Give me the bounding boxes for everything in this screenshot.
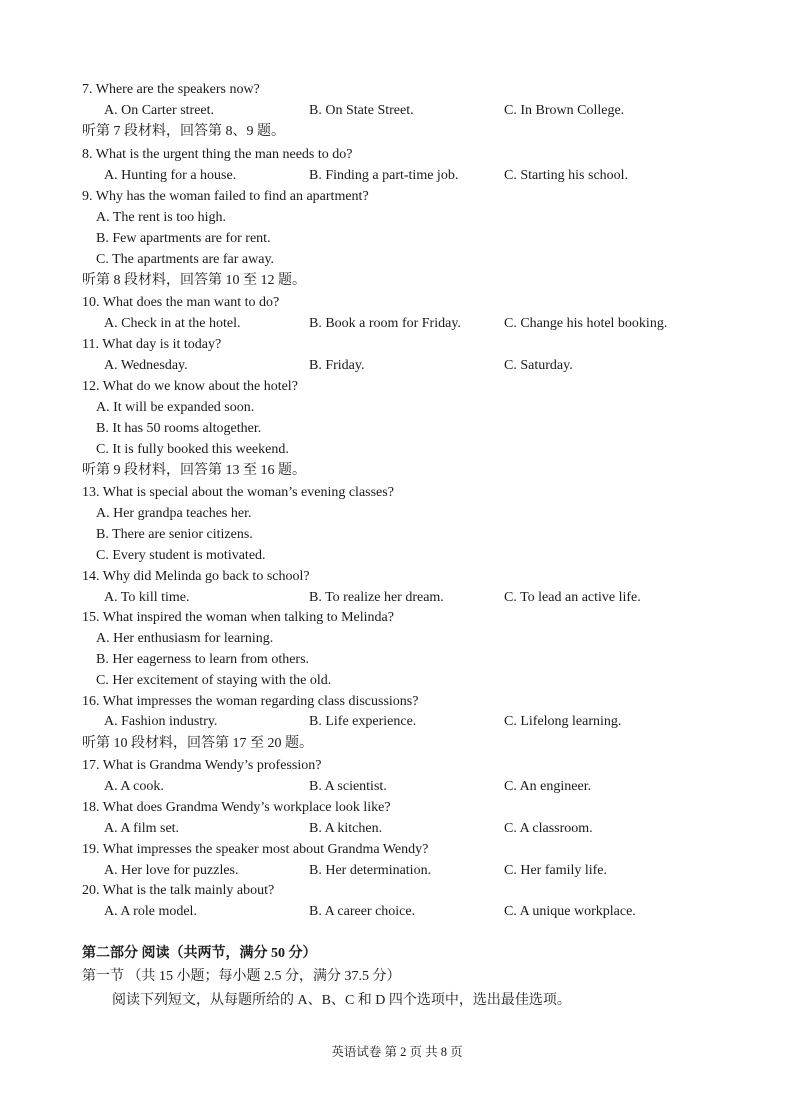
option-a: A. A cook. — [104, 779, 164, 794]
question-text: 10. What does the man want to do? — [82, 295, 280, 310]
text-row — [0, 944, 794, 964]
option-b: B. On State Street. — [309, 103, 414, 118]
option-b: B. A scientist. — [309, 779, 387, 794]
text-row — [0, 650, 794, 670]
option-b: B. Book a room for Friday. — [309, 316, 461, 331]
option-a: A. To kill time. — [104, 590, 190, 605]
question-text: 20. What is the talk mainly about? — [82, 883, 275, 898]
question-row — [0, 293, 794, 313]
option-c: C. To lead an active life. — [504, 590, 641, 605]
text-row — [0, 991, 794, 1011]
option-c: C. Lifelong learning. — [504, 714, 622, 729]
question-text: 7. Where are the speakers now? — [82, 82, 260, 97]
options-row — [0, 101, 794, 121]
options-row — [0, 902, 794, 922]
question-row — [0, 840, 794, 860]
section-instruction: 听第 9 段材料，回答第 13 至 16 题。 — [82, 463, 306, 478]
option-text: B. It has 50 rooms altogether. — [96, 421, 262, 436]
question-text: 12. What do we know about the hotel? — [82, 379, 298, 394]
text-row — [0, 546, 794, 566]
question-text: 9. Why has the woman failed to find an apartment? — [82, 189, 369, 204]
options-row — [0, 819, 794, 839]
question-text: 15. What inspired the woman when talking to Melinda? — [82, 610, 394, 625]
option-text: C. It is fully booked this weekend. — [96, 442, 289, 457]
question-row — [0, 756, 794, 776]
text-row — [0, 629, 794, 649]
text-row — [0, 398, 794, 418]
option-b: B. Her determination. — [309, 863, 432, 878]
text-row — [0, 734, 794, 754]
text-row — [0, 525, 794, 545]
options-row — [0, 712, 794, 732]
section-instruction: 听第 8 段材料，回答第 10 至 12 题。 — [82, 273, 306, 288]
option-b: B. A career choice. — [309, 904, 416, 919]
text-row — [0, 271, 794, 291]
option-b: B. Life experience. — [309, 714, 417, 729]
option-b: B. Friday. — [309, 358, 365, 373]
option-c: C. A unique workplace. — [504, 904, 636, 919]
option-a: A. Hunting for a house. — [104, 168, 237, 183]
option-a: A. Check in at the hotel. — [104, 316, 241, 331]
option-text: A. Her enthusiasm for learning. — [96, 631, 274, 646]
options-row — [0, 861, 794, 881]
options-row — [0, 777, 794, 797]
page-footer: 英语试卷 第 2 页 共 8 页 — [331, 1045, 463, 1059]
option-text: B. Her eagerness to learn from others. — [96, 652, 310, 667]
text-row — [0, 461, 794, 481]
reading-instruction: 阅读下列短文，从每题所给的 A、B、C 和 D 四个选项中，选出最佳选项。 — [112, 993, 571, 1008]
question-row — [0, 80, 794, 100]
question-text: 19. What impresses the speaker most about Grandma Wendy? — [82, 842, 429, 857]
options-row — [0, 356, 794, 376]
question-row — [0, 608, 794, 628]
text-row — [0, 967, 794, 987]
question-row — [0, 335, 794, 355]
section-instruction: 第一节 （共 15 小题；每小题 2.5 分，满分 37.5 分） — [82, 969, 401, 984]
options-row — [0, 166, 794, 186]
question-row — [0, 881, 794, 901]
text-row — [0, 229, 794, 249]
text-row — [0, 250, 794, 270]
option-text: A. It will be expanded soon. — [96, 400, 255, 415]
text-row — [0, 440, 794, 460]
section-instruction: 听第 7 段材料，回答第 8、9 题。 — [82, 124, 285, 139]
option-c: C. Starting his school. — [504, 168, 629, 183]
option-c: C. Her family life. — [504, 863, 608, 878]
options-row — [0, 588, 794, 608]
option-b: B. To realize her dream. — [309, 590, 444, 605]
part-heading: 第二部分 阅读（共两节，满分 50 分） — [82, 946, 317, 961]
question-text: 13. What is special about the woman’s evening classes? — [82, 485, 394, 500]
option-text: B. There are senior citizens. — [96, 527, 253, 542]
option-text: C. The apartments are far away. — [96, 252, 275, 267]
option-a: A. On Carter street. — [104, 103, 215, 118]
text-row — [0, 504, 794, 524]
question-row — [0, 567, 794, 587]
question-row — [0, 692, 794, 712]
question-row — [0, 145, 794, 165]
question-row — [0, 187, 794, 207]
question-text: 16. What impresses the woman regarding class discussions? — [82, 694, 419, 709]
option-text: A. The rent is too high. — [96, 210, 227, 225]
option-text: C. Her excitement of staying with the old. — [96, 673, 332, 688]
option-text: C. Every student is motivated. — [96, 548, 266, 563]
options-row — [0, 314, 794, 334]
question-row — [0, 798, 794, 818]
option-c: C. In Brown College. — [504, 103, 625, 118]
text-row — [0, 419, 794, 439]
question-row — [0, 377, 794, 397]
question-text: 14. Why did Melinda go back to school? — [82, 569, 310, 584]
option-b: B. A kitchen. — [309, 821, 383, 836]
option-b: B. Finding a part-time job. — [309, 168, 459, 183]
option-a: A. Fashion industry. — [104, 714, 218, 729]
question-text: 17. What is Grandma Wendy’s profession? — [82, 758, 322, 773]
option-a: A. A role model. — [104, 904, 197, 919]
question-row — [0, 483, 794, 503]
text-row — [0, 671, 794, 691]
option-text: A. Her grandpa teaches her. — [96, 506, 252, 521]
option-c: C. Saturday. — [504, 358, 573, 373]
option-c: C. An engineer. — [504, 779, 592, 794]
text-row — [0, 208, 794, 228]
question-text: 11. What day is it today? — [82, 337, 222, 352]
option-c: C. Change his hotel booking. — [504, 316, 668, 331]
option-a: A. Her love for puzzles. — [104, 863, 239, 878]
section-instruction: 听第 10 段材料，回答第 17 至 20 题。 — [82, 736, 313, 751]
text-row — [0, 122, 794, 142]
option-text: B. Few apartments are for rent. — [96, 231, 271, 246]
question-text: 8. What is the urgent thing the man needs to do? — [82, 147, 353, 162]
option-c: C. A classroom. — [504, 821, 593, 836]
option-a: A. A film set. — [104, 821, 180, 836]
question-text: 18. What does Grandma Wendy’s workplace look like? — [82, 800, 391, 815]
option-a: A. Wednesday. — [104, 358, 188, 373]
